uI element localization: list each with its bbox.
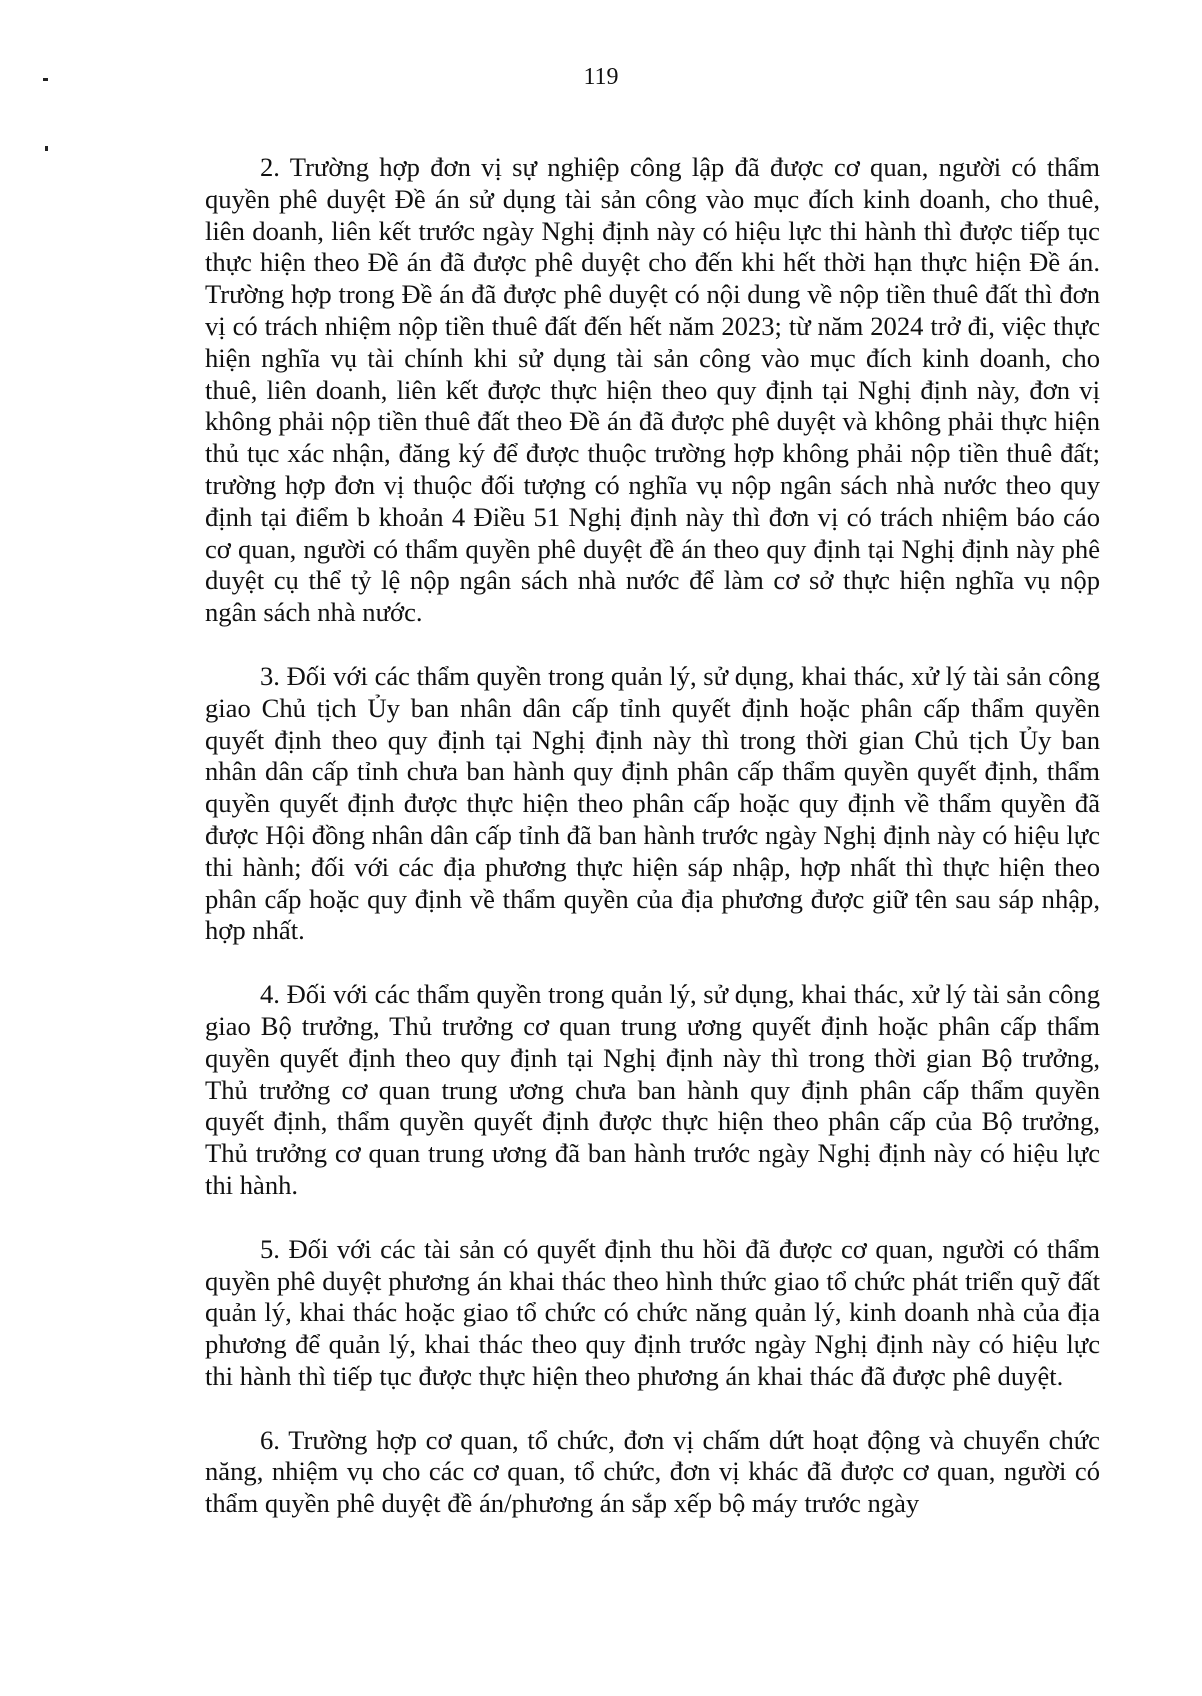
paragraph-clause-2: 2. Trường hợp đơn vị sự nghiệp công lập đã được cơ quan, người có thẩm quyền phê duyệt Đề án sử dụng tài sản công vào mục đích kinh doanh, cho thuê, liên doanh, liên kết trước ngày Nghị định này có hiệu lực thi hành thì được tiếp tục thực hiện theo Đề án đã được phê duyệt cho đến khi hết thời hạn thực hiện Đề án. Trường hợp trong Đề án đã được phê duyệt có nội dung về nộp tiền thuê đất thì đơn vị có trách nhiệm nộp tiền thuê đất đến hết năm 2023; từ năm 2024 trở đi, việc thực hiện nghĩa vụ tài chính khi sử dụng tài sản công vào mục đích kinh doanh, cho thuê, liên doanh, liên kết được thực hiện theo quy định tại Nghị định này, đơn vị không phải nộp tiền thuê đất theo Đề án đã được phê duyệt và không phải thực hiện thủ tục xác nhận, đăng ký để được thuộc trường hợp không phải nộp tiền thuê đất; trường hợp đơn vị thuộc đối tượng có nghĩa vụ nộp ngân sách nhà nước theo quy định tại điểm b khoản 4 Điều 51 Nghị định này thì đơn vị có trách nhiệm báo cáo cơ quan, người có thẩm quyền phê duyệt đề án theo quy định tại Nghị định này phê duyệt cụ thể tỷ lệ nộp ngân sách nhà nước để làm cơ sở thực hiện nghĩa vụ nộp ngân sách nhà nước. bbox=[205, 152, 1100, 628]
scan-speck bbox=[45, 146, 48, 151]
document-body bbox=[205, 152, 1100, 1520]
paragraph-spacer bbox=[205, 947, 1100, 979]
paragraph-clause-4: 4. Đối với các thẩm quyền trong quản lý, sử dụng, khai thác, xử lý tài sản công giao Bộ trưởng, Thủ trưởng cơ quan trung ương quyết định hoặc phân cấp thẩm quyền quyết định theo quy định tại Nghị định này thì trong thời gian Bộ trưởng, Thủ trưởng cơ quan trung ương chưa ban hành quy định phân cấp thẩm quyền quyết định, thẩm quyền quyết định được thực hiện theo phân cấp của Bộ trưởng, Thủ trưởng cơ quan trung ương đã ban hành trước ngày Nghị định này có hiệu lực thi hành. bbox=[205, 979, 1100, 1200]
paragraph-clause-5: 5. Đối với các tài sản có quyết định thu hồi đã được cơ quan, người có thẩm quyền phê duyệt phương án khai thác theo hình thức giao tổ chức phát triển quỹ đất quản lý, khai thác hoặc giao tổ chức có chức năng quản lý, kinh doanh nhà của địa phương để quản lý, khai thác theo quy định trước ngày Nghị định này có hiệu lực thi hành thì tiếp tục được thực hiện theo phương án khai thác đã được phê duyệt. bbox=[205, 1233, 1100, 1391]
page-number: 119 bbox=[583, 64, 619, 90]
paragraph-spacer bbox=[205, 1393, 1100, 1425]
paragraph-spacer bbox=[205, 1202, 1100, 1234]
paragraph-spacer bbox=[205, 629, 1100, 661]
paragraph-clause-3: 3. Đối với các thẩm quyền trong quản lý, sử dụng, khai thác, xử lý tài sản công giao Chủ tịch Ủy ban nhân dân cấp tỉnh quyết định hoặc phân cấp thẩm quyền quyết định theo quy định tại Nghị định này thì trong thời gian Chủ tịch Ủy ban nhân dân cấp tỉnh chưa ban hành quy định phân cấp thẩm quyền quyết định, thẩm quyền quyết định được thực hiện theo phân cấp hoặc quy định về thẩm quyền đã được Hội đồng nhân dân cấp tỉnh đã ban hành trước ngày Nghị định này có hiệu lực thi hành; đối với các địa phương thực hiện sáp nhập, hợp nhất thì thực hiện theo phân cấp hoặc quy định về thẩm quyền của địa phương được giữ tên sau sáp nhập, hợp nhất. bbox=[205, 660, 1100, 946]
paragraph-clause-6: 6. Trường hợp cơ quan, tổ chức, đơn vị chấm dứt hoạt động và chuyển chức năng, nhiệm vụ cho các cơ quan, tổ chức, đơn vị khác đã được cơ quan, người có thẩm quyền phê duyệt đề án/phương án sắp xếp bộ máy trước ngày bbox=[205, 1424, 1100, 1519]
